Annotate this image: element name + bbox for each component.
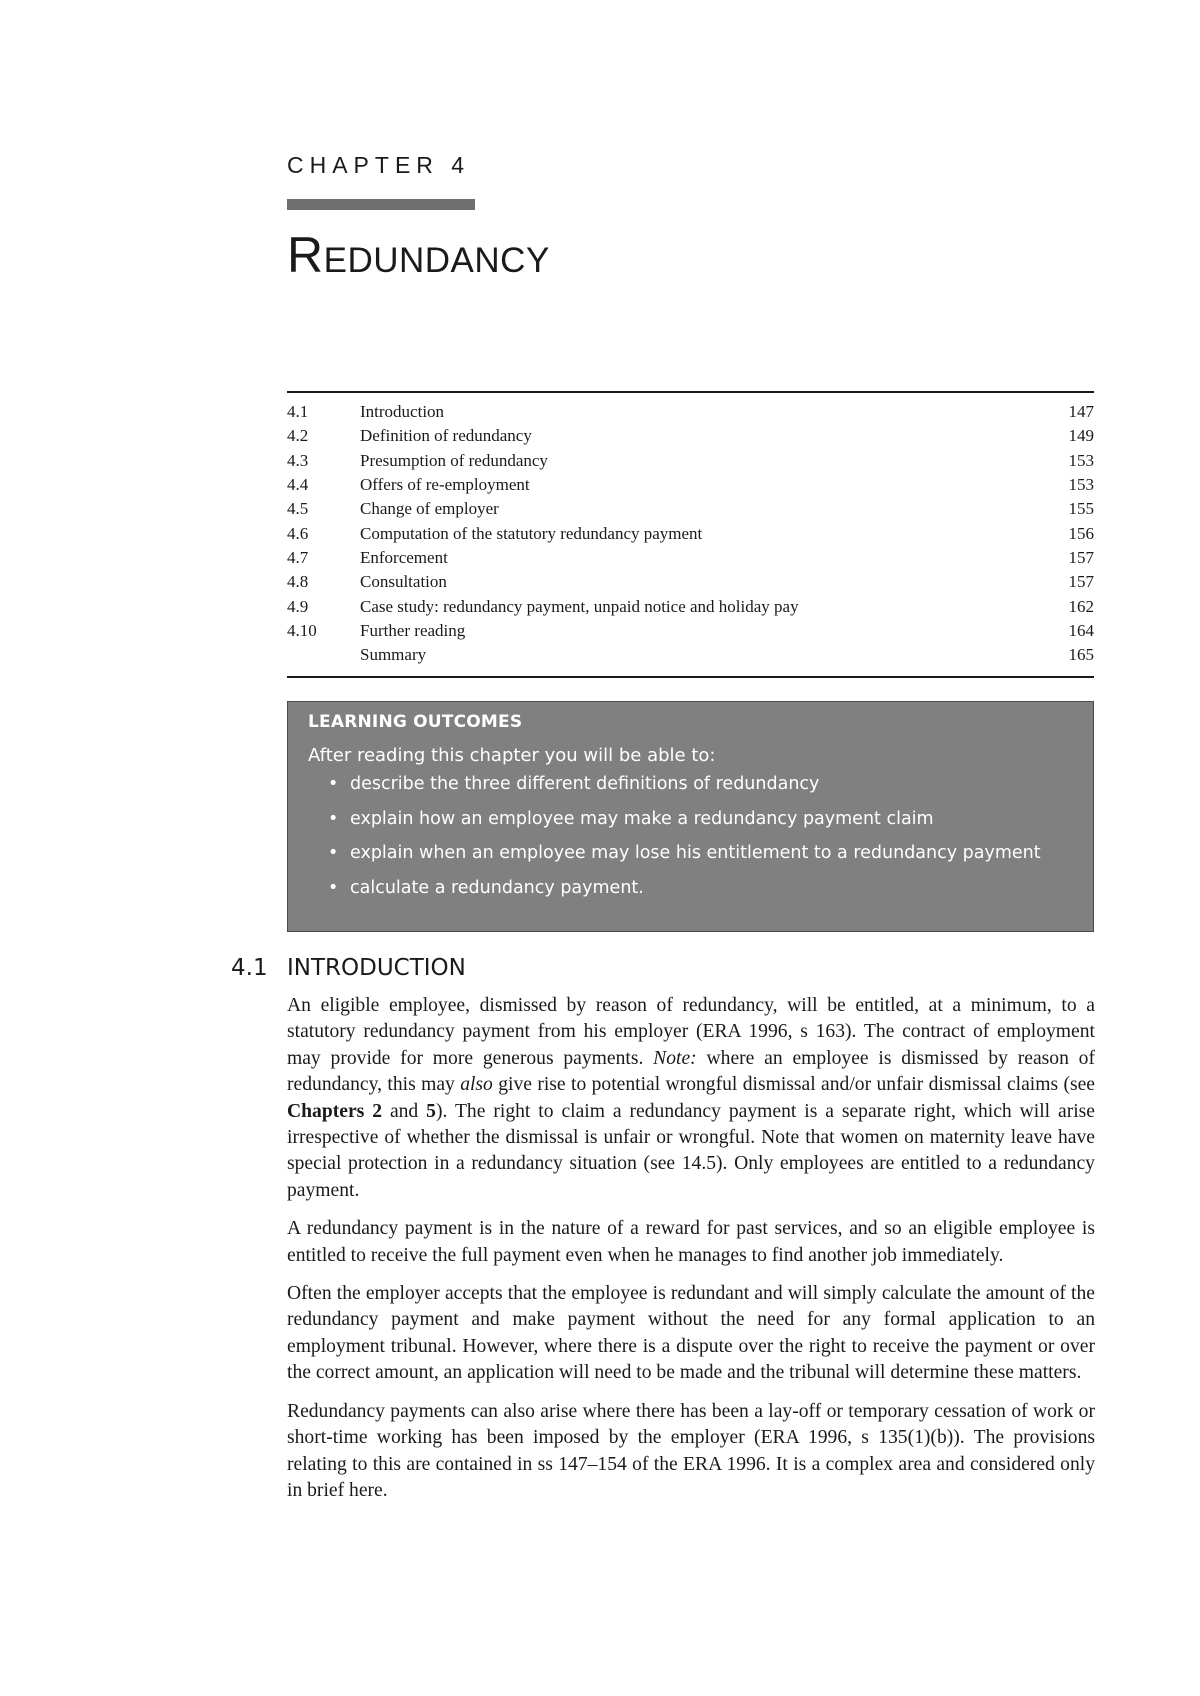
toc-row[interactable]: [287, 497, 1094, 521]
table-of-contents: [287, 391, 1094, 678]
toc-number: 4.7: [287, 547, 309, 567]
learning-outcomes-list: [308, 774, 1073, 912]
paragraph: Often the employer accepts that the employee is redundant and will simply calculate the amount of the redundancy payment and make payment without the need for any formal application to an employment tribunal. However, where there is a dispute over the right to receive the payment or over the correct amount, an application will need to be made and the tribunal will determine these matters.: [287, 1283, 1095, 1384]
toc-page: 149: [1068, 426, 1094, 446]
outcome-text: explain when an employee may lose his entitlement to a redundancy payment: [350, 843, 1041, 863]
toc-row[interactable]: [287, 619, 1094, 643]
paragraph: Redundancy payments can also arise where there has been a lay-off or temporary cessation of work or short-time working has been imposed by the employer (ERA 1996, s 135(1)(b)). The provisions relating to this are contained in ss 147–154 of the ERA 1996. It is a complex area and considered only in brief here.: [287, 1400, 1095, 1501]
toc-page: 147: [1068, 402, 1094, 422]
paragraph: [287, 993, 1095, 1204]
chapter-link[interactable]: Chapters 2: [287, 1100, 383, 1122]
toc-title: Presumption of redundancy: [360, 450, 548, 470]
chapter-label: CHAPTER 4: [287, 152, 471, 178]
chapter-rule: [287, 199, 475, 210]
toc-row[interactable]: [287, 400, 1094, 424]
toc-page: 164: [1068, 620, 1094, 640]
text-run: ). The right to claim a redundancy payment is a separate right, which will arise irrespective of whether the dismissal is unfair or wrongful. Note that women on maternity leave have special protection in a redundancy situation (see: [287, 1100, 1096, 1175]
toc-page: 157: [1068, 572, 1094, 592]
list-item: [308, 843, 1073, 878]
emphasis: also: [460, 1074, 493, 1096]
toc-number: 4.5: [287, 499, 309, 519]
toc-title: Summary: [360, 645, 427, 665]
toc-title: Offers of re-employment: [360, 475, 530, 495]
toc-title: Further reading: [360, 620, 466, 640]
toc-number: 4.1: [287, 402, 309, 422]
section-body: [287, 993, 1095, 1516]
list-item: [308, 809, 1073, 844]
outcome-text: calculate a redundancy payment.: [350, 877, 644, 898]
toc-row[interactable]: [287, 424, 1094, 448]
text-run: ). Only employees are entitled to a redundancy payment.: [287, 1153, 1095, 1201]
section-heading: [231, 955, 466, 981]
bullet-icon: •: [328, 877, 339, 898]
toc-page: 156: [1068, 523, 1094, 543]
toc-row[interactable]: [287, 643, 1094, 667]
toc-title: Case study: redundancy payment, unpaid notice and holiday pay: [360, 596, 799, 616]
toc-title: Computation of the statutory redundancy payment: [360, 523, 703, 543]
note-label: Note:: [653, 1047, 697, 1069]
bullet-icon: •: [328, 843, 339, 863]
toc-title: Enforcement: [360, 547, 448, 567]
toc-row[interactable]: [287, 449, 1094, 473]
learning-outcomes-heading: LEARNING OUTCOMES: [308, 712, 523, 732]
toc-number: 4.10: [287, 620, 317, 640]
toc-row[interactable]: [287, 546, 1094, 570]
learning-outcomes-box: [287, 701, 1094, 932]
toc-row[interactable]: [287, 521, 1094, 545]
list-item: [308, 774, 1073, 809]
toc-page: 155: [1068, 499, 1094, 519]
text-run: An eligible employee, dismissed by reason of redundancy, will be entitled, at a minimum, to a statutory redundancy payment from his employer (ERA 1996, s 163). The contract of employment may provide for more generous payments.: [287, 995, 1095, 1069]
toc-page: 157: [1068, 547, 1094, 567]
toc-title: Introduction: [360, 402, 445, 422]
bullet-icon: •: [328, 774, 339, 794]
toc-title: Change of employer: [360, 499, 499, 519]
learning-outcomes-intro: After reading this chapter you will be able to:: [308, 745, 716, 766]
list-item: [308, 878, 1073, 913]
section-number: 4.1: [231, 955, 268, 981]
section-link[interactable]: 14.5: [681, 1153, 717, 1175]
paragraph: A redundancy payment is in the nature of a reward for past services, and so an eligible employee is entitled to receive the full payment even when he manages to find another job immediately.: [287, 1218, 1095, 1266]
toc-row[interactable]: [287, 594, 1094, 618]
text-run: where an employee is dismissed by reason of redundancy, this may: [287, 1047, 1095, 1096]
toc-number: 4.4: [287, 475, 309, 495]
outcome-text: describe the three different definitions of redundancy: [350, 774, 820, 794]
toc-number: 4.9: [287, 596, 309, 616]
bullet-icon: •: [328, 808, 339, 829]
toc-number: 4.2: [287, 426, 309, 446]
toc-number: 4.3: [287, 450, 309, 470]
toc-title: Consultation: [360, 572, 447, 592]
toc-page: 165: [1068, 645, 1094, 665]
section-title: INTRODUCTION: [287, 955, 466, 981]
text-run: and: [382, 1100, 427, 1122]
toc-number: 4.8: [287, 572, 309, 592]
toc-page: 162: [1068, 596, 1094, 616]
outcome-text: explain how an employee may make a redundancy payment claim: [350, 808, 934, 829]
toc-row[interactable]: [287, 570, 1094, 594]
toc-number: 4.6: [287, 523, 309, 543]
toc-page: 153: [1068, 475, 1094, 495]
chapter-link[interactable]: 5: [426, 1100, 436, 1122]
chapter-title: Redundancy: [287, 227, 550, 283]
toc-row[interactable]: [287, 473, 1094, 497]
toc-page: 153: [1068, 450, 1094, 470]
toc-title: Definition of redundancy: [360, 426, 532, 446]
text-run: give rise to potential wrongful dismissal and/or unfair dismissal claims (see: [492, 1074, 1096, 1096]
